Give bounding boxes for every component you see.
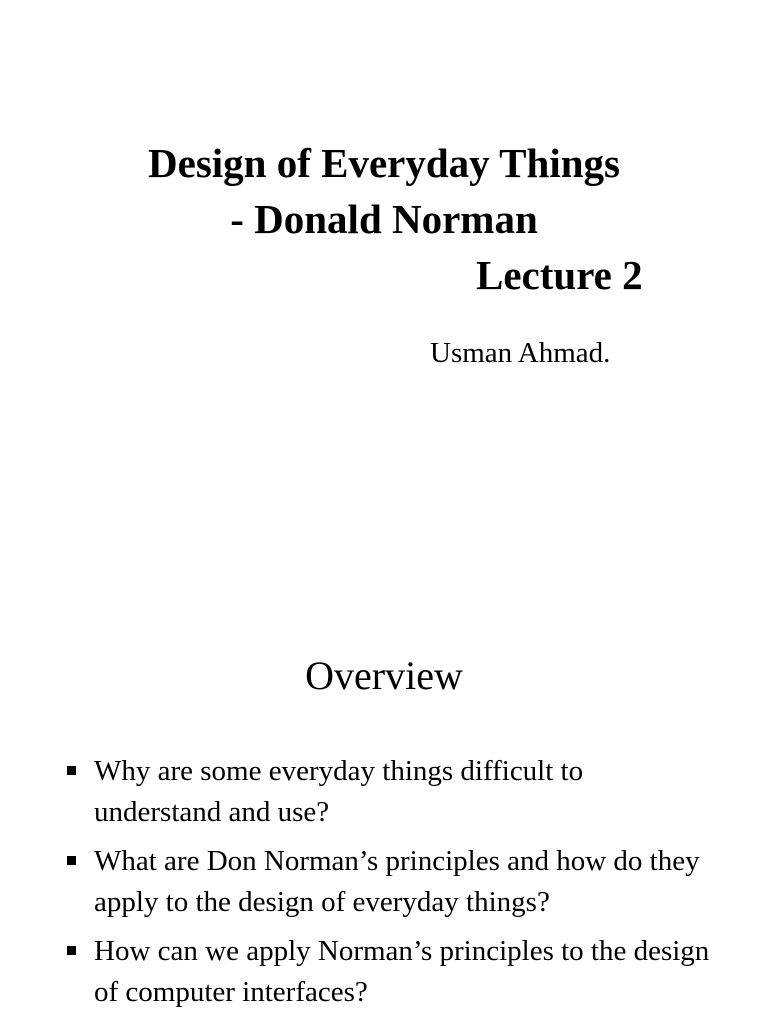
overview-title: Overview	[305, 653, 463, 698]
bullet-text: What are Don Norman’s principles and how do they apply to the design of everyday things?	[94, 845, 700, 918]
bullet-text: Why are some everyday things difficult to understand and use?	[94, 755, 584, 828]
slide-title-line-1: Design of Everyday Things	[148, 140, 620, 186]
square-bullet-icon	[67, 766, 76, 775]
bullet-text: How can we apply Norman’s principles to the design of computer interfaces?	[94, 935, 710, 1008]
slide-title-line-3: Lecture 2	[476, 252, 643, 298]
square-bullet-icon	[67, 856, 76, 865]
square-bullet-icon	[67, 946, 76, 955]
slide-title-line-2: - Donald Norman	[230, 196, 538, 242]
bullet-item	[0, 751, 714, 833]
author-name: Usman Ahmad.	[430, 337, 611, 369]
bullet-item	[0, 841, 714, 923]
bullet-item	[0, 931, 714, 1013]
bullet-list	[0, 751, 714, 1021]
overview-slide	[0, 620, 768, 1024]
